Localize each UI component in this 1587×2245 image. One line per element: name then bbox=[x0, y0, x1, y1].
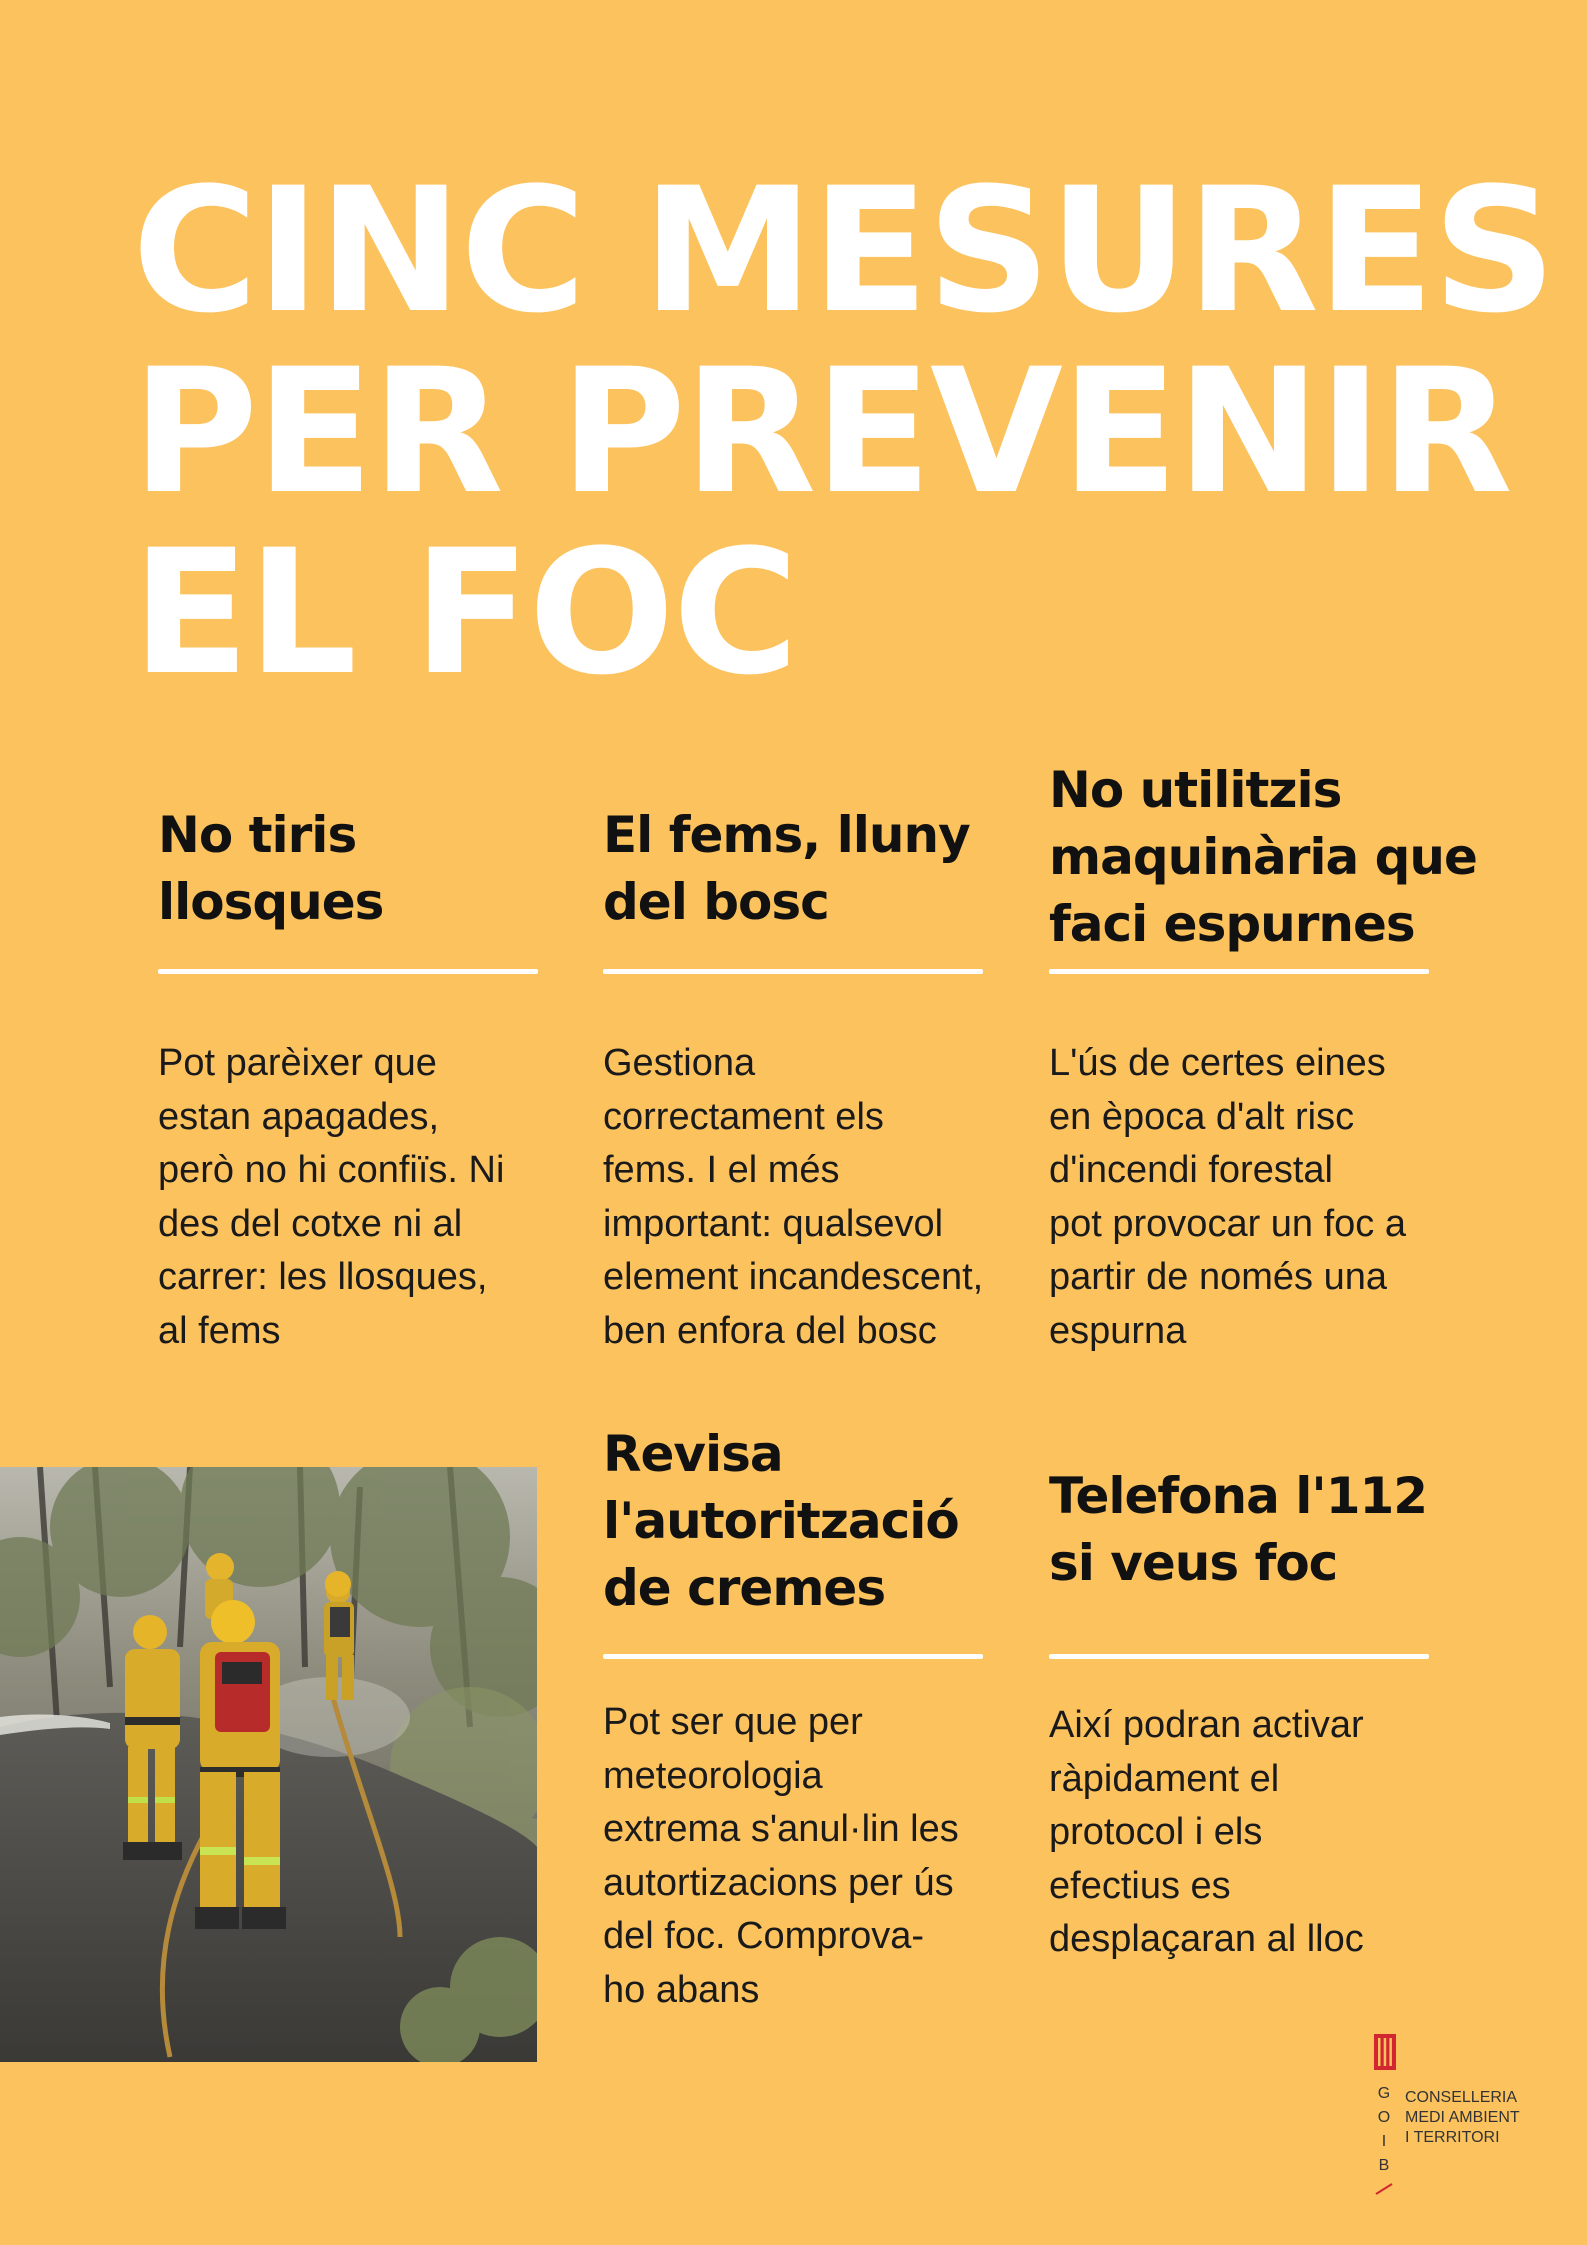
goib-letter: B bbox=[1378, 2157, 1390, 2174]
measure-divider bbox=[603, 1654, 983, 1659]
measure-heading: El fems, lluny del bosc bbox=[603, 806, 970, 931]
measure-divider bbox=[1049, 969, 1429, 974]
measure-text: Pot ser que per meteorologia extrema s'anul·lin les autortizacions per ús del foc. Comprova- ho abans bbox=[603, 1701, 959, 2011]
goib-letter: I bbox=[1381, 2133, 1387, 2150]
measure-heading: No utilitzis maquinària que faci espurnes bbox=[1049, 761, 1477, 953]
page-title bbox=[132, 150, 1555, 713]
measure-telefona-112 bbox=[1049, 1461, 1449, 1597]
department-line-3: I TERRITORI bbox=[1405, 2129, 1500, 2146]
measure-divider bbox=[158, 969, 538, 974]
measure-revisa-autoritzacio bbox=[603, 1419, 1003, 1622]
measure-text: L'ús de certes eines en època d'alt risc d'incendi forestal pot provocar un foc a partir de només una espurna bbox=[1049, 1042, 1406, 1352]
measure-text: Així podran activar ràpidament el protocol i els efectius es desplaçaran al lloc bbox=[1049, 1704, 1364, 1960]
goib-letter: G bbox=[1377, 2085, 1391, 2102]
measure-heading: Revisa l'autorització de cremes bbox=[603, 1425, 959, 1617]
goib-seal-icon bbox=[1374, 2034, 1396, 2070]
department-line-1: CONSELLERIA bbox=[1405, 2089, 1518, 2106]
measure-divider bbox=[1049, 1654, 1429, 1659]
measure-heading: No tiris llosques bbox=[158, 806, 384, 931]
department-line-2: MEDI AMBIENT bbox=[1405, 2109, 1520, 2126]
goib-letter: O bbox=[1377, 2109, 1391, 2126]
goib-logo bbox=[1370, 2030, 1550, 2200]
measure-heading: Telefona l'112 si veus foc bbox=[1049, 1467, 1428, 1592]
measure-text: Gestiona correctament els fems. I el més important: qualsevol element incandescent, ben enfora del bosc bbox=[603, 1042, 984, 1352]
firefighters-photo bbox=[0, 1467, 537, 2062]
logo-slash-icon bbox=[1374, 2182, 1394, 2196]
measure-fems-lluny-del-bosc bbox=[603, 800, 1003, 936]
measure-no-tiris-llosques bbox=[158, 800, 558, 936]
department-name bbox=[1405, 2088, 1520, 2148]
title-line-2: PER PREVENIR bbox=[132, 331, 1511, 532]
goib-letters bbox=[1376, 2082, 1392, 2178]
title-line-3: EL FOC bbox=[132, 512, 797, 713]
measure-text: Pot parèixer que estan apagades, però no hi confiïs. Ni des del cotxe ni al carrer: les llosques, al fems bbox=[158, 1042, 505, 1352]
title-line-1: CINC MESURES bbox=[132, 150, 1555, 351]
measure-no-utilitzis-maquinaria bbox=[1049, 755, 1519, 958]
measure-divider bbox=[603, 969, 983, 974]
